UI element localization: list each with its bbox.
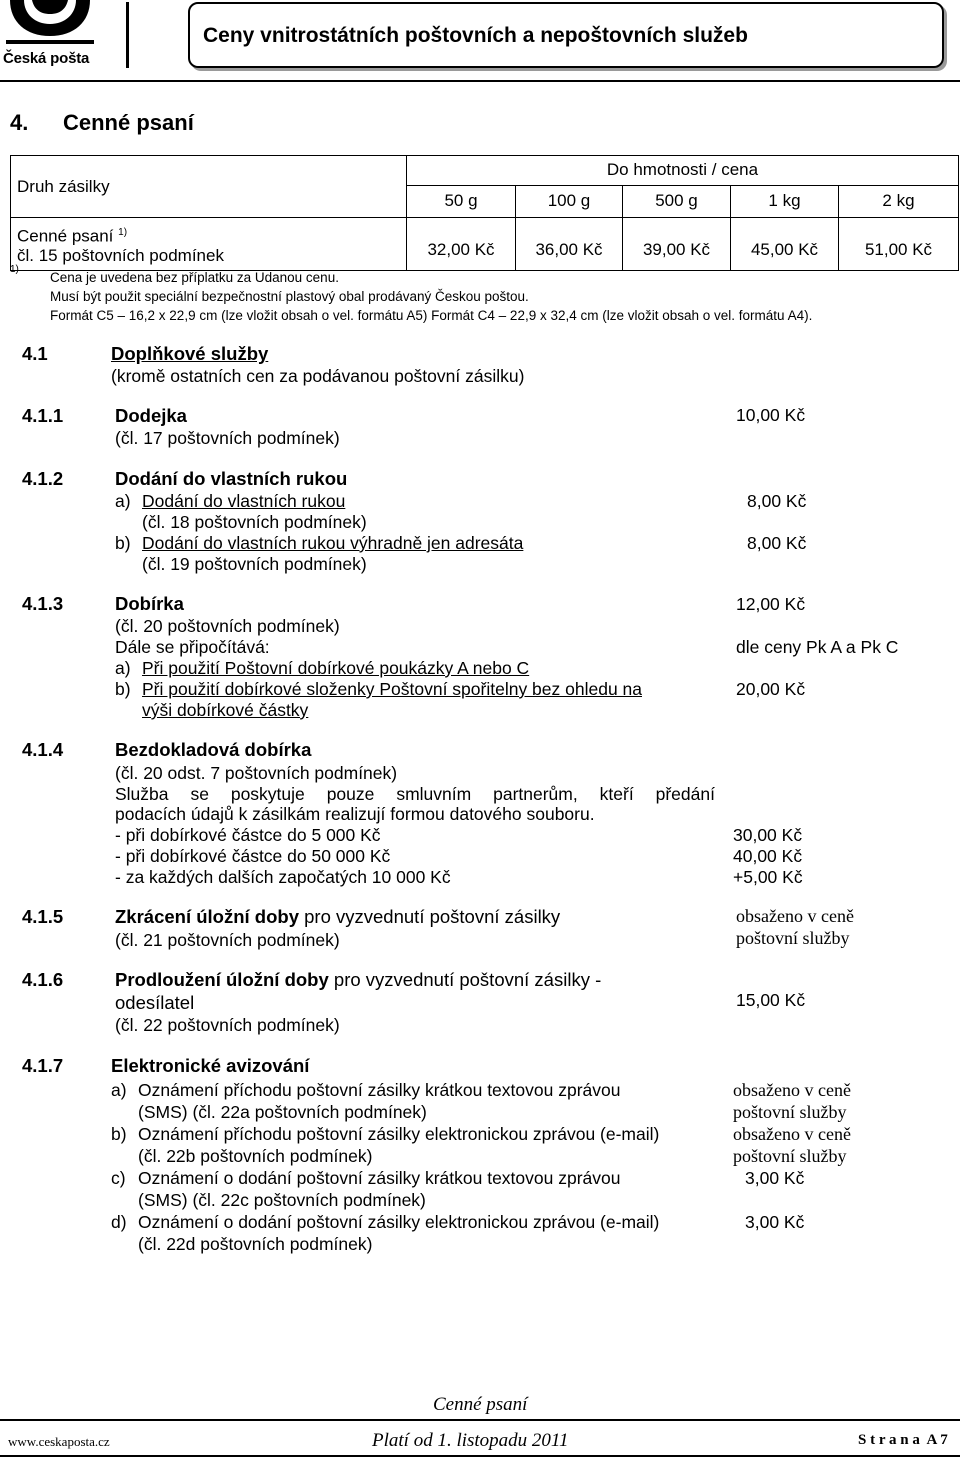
s414-item: - za každých dalších započatých 10 000 Kč bbox=[115, 867, 451, 887]
s412-b-price: 8,00 Kč bbox=[747, 533, 807, 553]
weight-header: 50 g bbox=[407, 185, 516, 217]
s413-a-mark: a) bbox=[115, 658, 131, 678]
weight-header: 100 g bbox=[516, 185, 623, 217]
s414-desc-word: pouze bbox=[326, 784, 375, 804]
footer-valid: Platí od 1. listopadu 2011 bbox=[372, 1430, 569, 1451]
s413-b-text2: výši dobírkové částky bbox=[142, 700, 309, 720]
weight-header: 1 kg bbox=[731, 185, 839, 217]
s412-a-ref: (čl. 18 poštovních podmínek) bbox=[142, 512, 367, 532]
s413-b-text1: Při použití dobírkové složenky Poštovní spořitelny bez ohledu na bbox=[142, 679, 643, 699]
s413-a-text: Při použití Poštovní dobírkové poukázky A nebo C bbox=[142, 658, 530, 678]
s414-item: - při dobírkové částce do 50 000 Kč bbox=[115, 846, 391, 866]
s417-b-line1: Oznámení příchodu poštovní zásilky elektronickou zprávou (e-mail) bbox=[138, 1124, 660, 1144]
ceska-posta-logo-icon bbox=[2, 0, 98, 48]
s417-a-line2: (SMS) (čl. 22a poštovních podmínek) bbox=[138, 1102, 427, 1122]
s417-c-price: 3,00 Kč bbox=[745, 1168, 805, 1188]
s413-extra: Dále se připočítává: bbox=[115, 637, 270, 657]
s417-c-line2: (SMS) (čl. 22c poštovních podmínek) bbox=[138, 1190, 426, 1210]
s413-extra-price: dle ceny Pk A a Pk C bbox=[736, 637, 899, 657]
col-header-druh bbox=[11, 156, 407, 218]
s414-desc2: podacích údajů k zásilkám realizují formou datového souboru. bbox=[115, 804, 595, 824]
footer-url[interactable]: www.ceskaposta.cz bbox=[8, 1434, 110, 1449]
footer-rule-bottom bbox=[0, 1455, 960, 1457]
group-header bbox=[407, 156, 959, 186]
s412-b-mark: b) bbox=[115, 533, 131, 553]
header-title: Ceny vnitrostátních poštovních a nepoštovních služeb bbox=[203, 24, 748, 47]
s414-desc-word: předání bbox=[655, 784, 715, 804]
s41-title: Doplňkové služby bbox=[111, 343, 269, 364]
col-header-druh-label: Druh zásilky bbox=[17, 176, 110, 196]
s417-a-price2: poštovní služby bbox=[733, 1102, 847, 1122]
group-header-label: Do hmotnosti / cena bbox=[606, 160, 759, 180]
s414-number: 4.1.4 bbox=[22, 739, 64, 760]
s411-price: 10,00 Kč bbox=[736, 405, 806, 425]
price-cell: 32,00 Kč bbox=[407, 218, 516, 271]
s415-ref: (čl. 21 poštovních podmínek) bbox=[115, 930, 340, 950]
s411-title: Dodejka bbox=[115, 405, 187, 426]
s412-title: Dodání do vlastních rukou bbox=[115, 468, 348, 489]
s416-price: 15,00 Kč bbox=[736, 990, 806, 1010]
s414-desc-word: se bbox=[190, 784, 209, 804]
s417-a-line1: Oznámení příchodu poštovní zásilky krátkou textovou zprávou bbox=[138, 1080, 621, 1100]
logo-text: Česká pošta bbox=[3, 50, 90, 67]
section-number: 4. bbox=[10, 110, 29, 135]
s416-title-rest: pro vyzvednutí poštovní zásilky - bbox=[328, 969, 602, 990]
s415-price-line2: poštovní služby bbox=[736, 928, 850, 948]
s412-b-text: Dodání do vlastních rukou výhradně jen adresáta bbox=[142, 533, 524, 553]
note-line: Musí být použit speciální bezpečnostní plastový obal prodávaný Českou poštou. bbox=[50, 289, 529, 304]
s414-desc-word: partnerům, bbox=[493, 784, 578, 804]
s417-a-price1: obsaženo v ceně bbox=[733, 1080, 851, 1100]
s414-desc-word: kteří bbox=[599, 784, 634, 804]
s417-number: 4.1.7 bbox=[22, 1055, 64, 1076]
logo-divider bbox=[126, 2, 129, 68]
s415-price-line1: obsaženo v ceně bbox=[736, 906, 854, 926]
section-title bbox=[10, 110, 194, 136]
row-label-line1: Cenné psaní bbox=[17, 226, 114, 246]
s417-c-line1: Oznámení o dodání poštovní zásilky krátkou textovou zprávou bbox=[138, 1168, 621, 1188]
s41-sub: (kromě ostatních cen za podávanou poštovní zásilku) bbox=[111, 366, 525, 386]
s413-b-mark: b) bbox=[115, 679, 131, 699]
s417-d-line1: Oznámení o dodání poštovní zásilky elektronickou zprávou (e-mail) bbox=[138, 1212, 660, 1232]
s417-a-mark: a) bbox=[111, 1080, 127, 1100]
header-rule bbox=[0, 80, 960, 82]
footer-center-title: Cenné psaní bbox=[433, 1394, 528, 1415]
s412-a-text: Dodání do vlastních rukou bbox=[142, 491, 346, 511]
s414-item-price: 40,00 Kč bbox=[733, 846, 803, 866]
row-label-sup: 1) bbox=[118, 227, 128, 239]
s415-title bbox=[115, 906, 560, 928]
s414-desc1 bbox=[115, 784, 715, 805]
footer-page: S t r a n a A 7 bbox=[858, 1432, 948, 1448]
s413-number: 4.1.3 bbox=[22, 593, 64, 614]
s416-ref: (čl. 22 poštovních podmínek) bbox=[115, 1015, 340, 1035]
weight-header: 2 kg bbox=[839, 185, 959, 217]
weight-header: 500 g bbox=[623, 185, 731, 217]
s41-number: 4.1 bbox=[22, 343, 48, 364]
s417-title: Elektronické avizování bbox=[111, 1055, 310, 1076]
note-line: Cena je uvedena bez příplatku za Udanou cenu. bbox=[50, 270, 339, 285]
s412-b-ref: (čl. 19 poštovních podmínek) bbox=[142, 554, 367, 574]
s415-title-bold: Zkrácení úložní doby bbox=[115, 906, 299, 927]
footer-rule-top bbox=[0, 1419, 960, 1421]
price-cell: 39,00 Kč bbox=[623, 218, 731, 271]
s414-desc-word: smluvním bbox=[396, 784, 472, 804]
s414-item-price: +5,00 Kč bbox=[733, 867, 803, 887]
s413-ref: (čl. 20 poštovních podmínek) bbox=[115, 616, 340, 636]
s414-item: - při dobírkové částce do 5 000 Kč bbox=[115, 825, 381, 845]
s417-c-mark: c) bbox=[111, 1168, 126, 1188]
price-cell: 51,00 Kč bbox=[839, 218, 959, 271]
s413-title: Dobírka bbox=[115, 593, 184, 614]
note-marker: 1) bbox=[10, 264, 19, 275]
s413-price: 12,00 Kč bbox=[736, 594, 806, 614]
s412-number: 4.1.2 bbox=[22, 468, 64, 489]
s416-title2: odesílatel bbox=[115, 992, 195, 1013]
price-table bbox=[10, 155, 959, 271]
s416-title-bold: Prodloužení úložní doby bbox=[115, 969, 329, 990]
price-cell: 36,00 Kč bbox=[516, 218, 623, 271]
s417-b-line2: (čl. 22b poštovních podmínek) bbox=[138, 1146, 373, 1166]
s416-title bbox=[115, 969, 601, 991]
s415-number: 4.1.5 bbox=[22, 906, 64, 927]
section-name: Cenné psaní bbox=[63, 110, 194, 135]
s417-b-mark: b) bbox=[111, 1124, 127, 1144]
s414-desc-word: poskytuje bbox=[230, 784, 305, 804]
s413-b-price: 20,00 Kč bbox=[736, 679, 806, 699]
price-cell: 45,00 Kč bbox=[731, 218, 839, 271]
s417-d-line2: (čl. 22d poštovních podmínek) bbox=[138, 1234, 373, 1254]
s412-a-mark: a) bbox=[115, 491, 131, 511]
s411-number: 4.1.1 bbox=[22, 405, 64, 426]
s412-a-price: 8,00 Kč bbox=[747, 491, 807, 511]
s415-title-rest: pro vyzvednutí poštovní zásilky bbox=[299, 906, 561, 927]
s417-d-mark: d) bbox=[111, 1212, 127, 1232]
note-line: Formát C5 – 16,2 x 22,9 cm (lze vložit obsah o vel. formátu A5) Formát C4 – 22,9 x 32,4 cm (lze vložit obsah o vel. formátu A4). bbox=[50, 308, 813, 323]
s417-b-price2: poštovní služby bbox=[733, 1146, 847, 1166]
s417-b-price1: obsaženo v ceně bbox=[733, 1124, 851, 1144]
row-label-line2: čl. 15 poštovních podmínek bbox=[17, 245, 224, 265]
row-label bbox=[11, 218, 407, 271]
s417-d-price: 3,00 Kč bbox=[745, 1212, 805, 1232]
s416-number: 4.1.6 bbox=[22, 969, 64, 990]
s414-ref: (čl. 20 odst. 7 poštovních podmínek) bbox=[115, 763, 398, 783]
s414-item-price: 30,00 Kč bbox=[733, 825, 803, 845]
s411-ref: (čl. 17 poštovních podmínek) bbox=[115, 428, 340, 448]
s414-desc-word: Služba bbox=[115, 784, 169, 804]
s414-title: Bezdokladová dobírka bbox=[115, 739, 312, 760]
